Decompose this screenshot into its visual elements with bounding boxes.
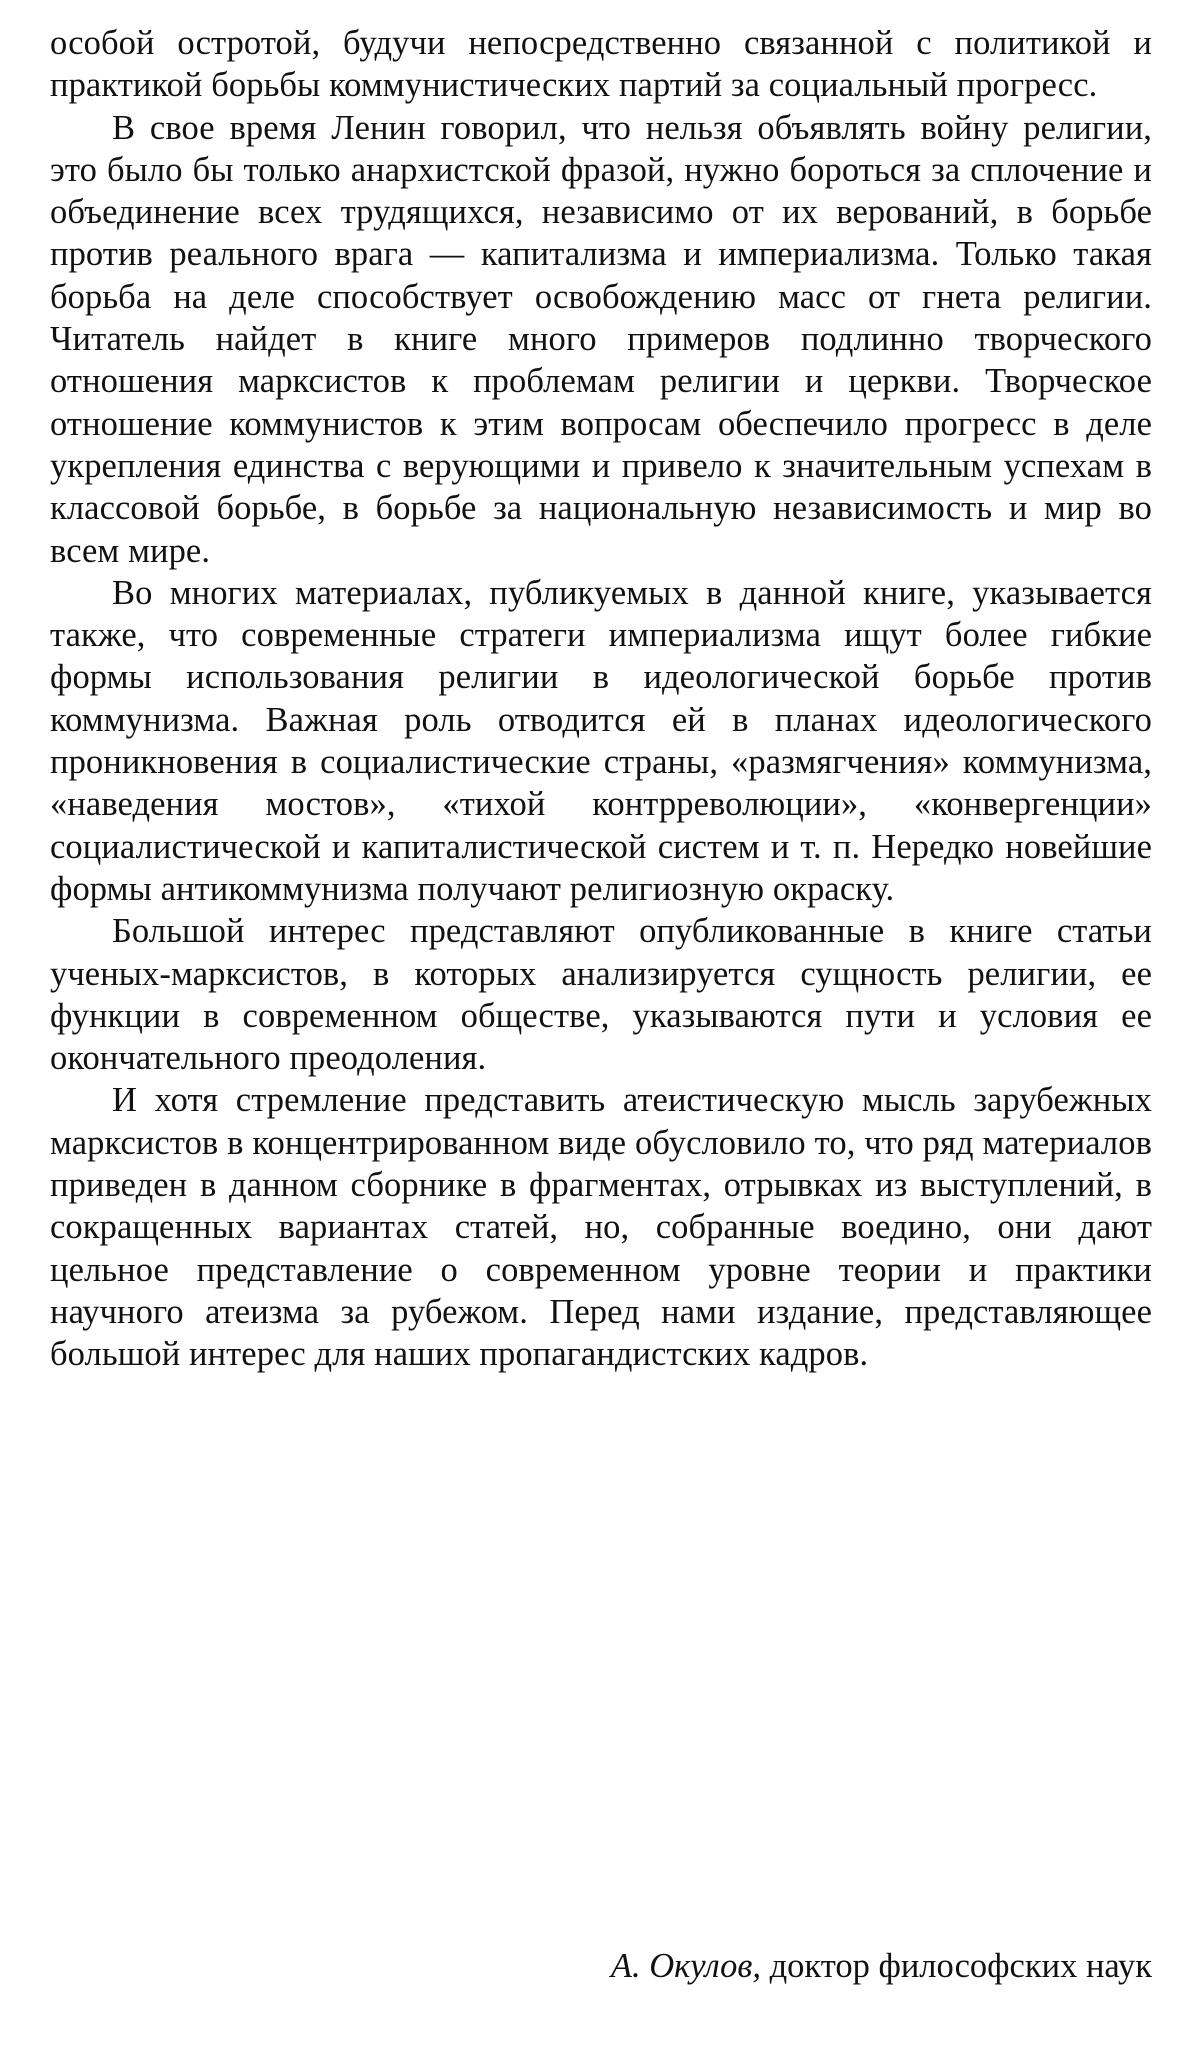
paragraph-lenin: В свое время Ленин говорил, что нельзя объявлять войну религии, это было бы только анархистской фразой, нужно бороться за сплочение и объединение всех трудящихся, независимо от их верований, в борьбе против реального врага — капитализма и империализма. Только такая борьба на деле способствует освобождению масс от гнета религии. Читатель найдет в книге много примеров подлинно творческого отношения марксистов к проблемам религии и церкви. Творческое отношение коммунистов к этим вопросам обеспечило прогресс в деле укрепления единства с верующими и привело к значительным успехам в классовой борьбе, в борьбе за национальную независимость и мир во всем мире. (50, 108, 1152, 570)
paragraph-continuation: особой остротой, будучи непосредственно связанной с политикой и практикой борьбы коммунистических партий за социальный прогресс. (50, 24, 1152, 105)
signature-author: А. Окулов, (610, 1947, 761, 1985)
paragraph-imperialism-strategies: Во многих материалах, публикуемых в данной книге, указывается также, что современные стратеги империализма ищут более гибкие формы использования религии в идеологической борьбе против коммунизма. Важная роль отводится ей в планах идеологического проникновения в социалистические страны, «размягчения» коммунизма, «наведения мостов», «тихой контрреволюции», «конвергенции» социалистической и капиталистической систем и т. п. Нередко новейшие формы антикоммунизма получают религиозную окраску. (50, 573, 1152, 908)
signature (611, 1945, 1152, 1987)
signature-title: доктор философских наук (769, 1947, 1152, 1985)
document-body (50, 22, 1152, 1376)
paragraph-collection-summary: И хотя стремление представить атеистическую мысль зарубежных марксистов в концентрированном виде обусловило то, что ряд материалов приведен в данном сборнике в фрагментах, отрывках из выступлений, в сокращенных вариантах статей, но, собранные воедино, они дают цельное представление о современном уровне теории и практики научного атеизма за рубежом. Перед нами издание, представляющее большой интерес для наших пропагандистских кадров. (50, 1081, 1152, 1374)
paragraph-marxist-articles: Большой интерес представляют опубликованные в книге статьи ученых-марксистов, в которых анализируется сущность религии, ее функции в современном обществе, указываются пути и условия ее окончательного преодоления. (50, 912, 1152, 1078)
